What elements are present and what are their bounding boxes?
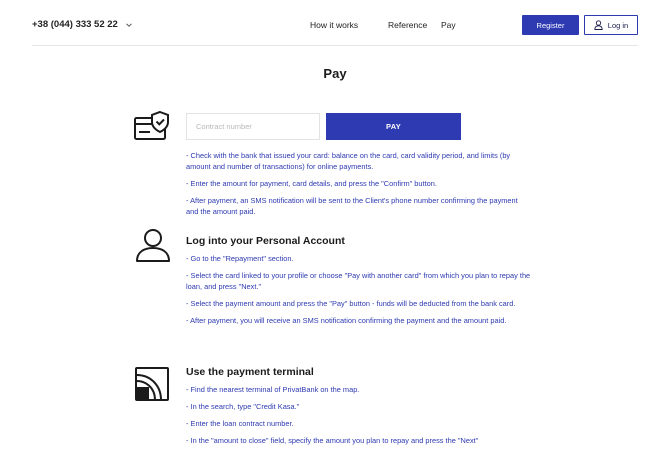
card-step: - Enter the amount for payment, card details, and press the "Confirm" button.	[186, 179, 437, 188]
account-steps	[186, 253, 531, 332]
login-button[interactable]	[584, 15, 638, 35]
card-step: - After payment, an SMS notification will be sent to the Client's phone number confirming the payment and the amount paid.	[186, 196, 518, 216]
terminal-step: - Find the nearest terminal of PrivatBank on the map.	[186, 385, 360, 394]
nav-how-it-works[interactable]: How it works	[310, 20, 359, 30]
account-step: - Go to the "Repayment" section.	[186, 254, 294, 263]
phone-number: +38 (044) 333 52 22	[32, 19, 118, 30]
register-label: Register	[536, 20, 565, 30]
card-step: - Check with the bank that issued your card: balance on the card, card validity period, and limits (by amount and number of transactions) for online payments.	[186, 151, 511, 171]
page-title: Pay	[323, 66, 347, 81]
card-steps	[186, 150, 531, 223]
user-icon	[594, 20, 603, 30]
site-header	[0, 0, 670, 47]
pay-button-label: PAY	[385, 122, 402, 131]
terminal-icon	[134, 366, 170, 402]
register-button[interactable]	[522, 15, 579, 35]
terminal-step: - In the "amount to close" field, specify the amount you plan to repay and press the "Next"	[186, 436, 479, 445]
account-step: - Select the payment amount and press the "Pay" button - funds will be deducted from the bank card.	[186, 299, 516, 308]
person-icon	[135, 227, 171, 263]
terminal-steps	[186, 384, 531, 452]
nav-reference[interactable]: Reference	[388, 20, 428, 30]
pay-button[interactable]	[326, 113, 461, 140]
account-step: - Select the card linked to your profile or choose "Pay with another card" from which you plan to repay the loan, and press "Next."	[186, 271, 531, 291]
terminal-step: - In the search, type "Credit Kasa."	[186, 402, 300, 411]
card-check-icon	[133, 110, 171, 142]
account-section-title: Log into your Personal Account	[186, 235, 345, 247]
header-divider	[32, 45, 638, 46]
login-label: Log in	[607, 20, 629, 30]
chevron-down-icon	[125, 21, 133, 29]
terminal-section-title: Use the payment terminal	[186, 366, 314, 378]
contract-number-input[interactable]	[186, 113, 320, 140]
nav-pay[interactable]: Pay	[441, 20, 456, 30]
phone-dropdown[interactable]	[32, 19, 133, 30]
terminal-step: - Enter the loan contract number.	[186, 419, 294, 428]
account-step: - After payment, you will receive an SMS notification confirming the payment and the amount paid.	[186, 316, 507, 325]
